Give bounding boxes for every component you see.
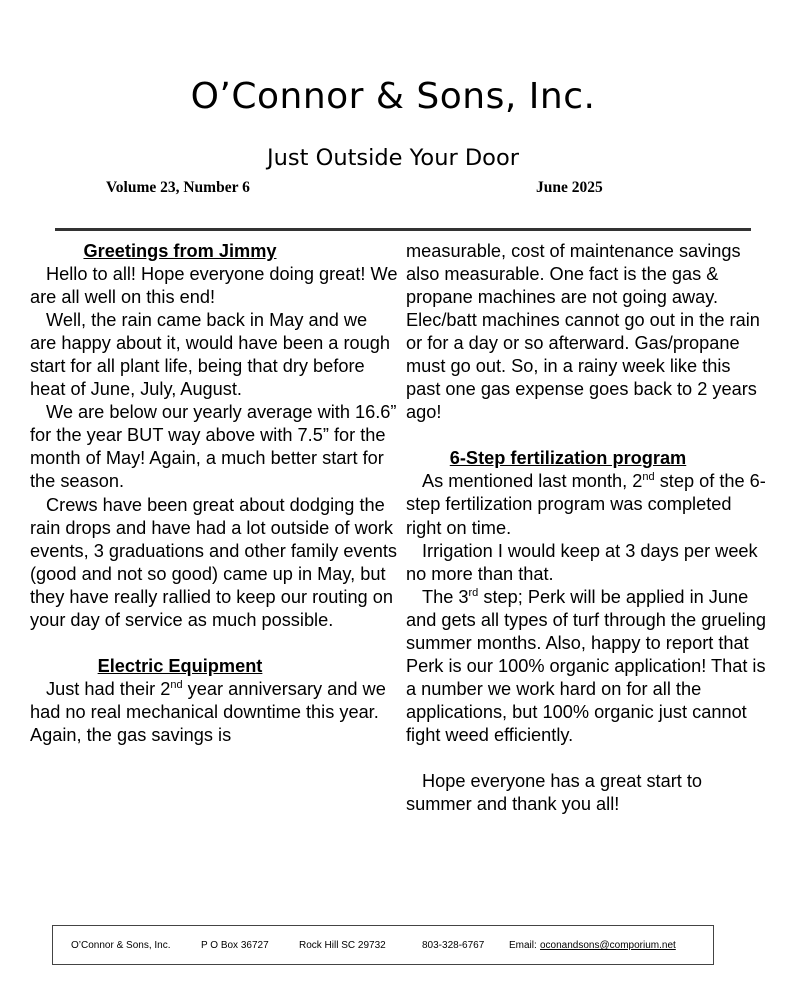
greetings-paragraph-1: Hello to all! Hope everyone doing great! We are all well on this end!: [30, 264, 398, 308]
fert-p3-start: The 3: [422, 586, 469, 607]
footer-contact-box: [52, 925, 714, 965]
volume-number: Volume 23, Number 6: [106, 179, 250, 196]
footer-po-box: P O Box 36727: [201, 940, 269, 951]
footer-phone: 803-328-6767: [422, 940, 485, 951]
spacer: [30, 632, 398, 655]
greetings-heading: Greetings from Jimmy: [83, 241, 277, 261]
spacer: [406, 747, 766, 770]
spacer: [406, 424, 766, 447]
electric-text-start: Just had their 2: [46, 678, 171, 699]
electric-equipment-heading: Electric Equipment: [97, 655, 263, 676]
greetings-paragraph-3: We are below our yearly average with 16.6” for the year BUT way above with 7.5” for the month of May! Again, a much better start for the season.: [30, 402, 397, 492]
electric-continued-paragraph: measurable, cost of maintenance savings also measurable. One fact is the gas & propane machines are not going away. Elec/batt machines cannot go out in the rain or for a day or so afterward. Gas/propane must go out. So, in a rainy week like this past one gas expense goes back to 2 years ago!: [406, 241, 760, 423]
left-column: [30, 240, 398, 747]
fertilization-paragraph-3: [406, 586, 766, 747]
fertilization-paragraph-2: Irrigation I would keep at 3 days per week no more than that.: [406, 540, 758, 584]
ordinal-suffix: rd: [468, 586, 479, 599]
fert-p1-end: step of the 6-step fertilization program was completed right on time.: [406, 471, 766, 538]
fertilization-paragraph-1: [406, 470, 766, 539]
ordinal-suffix: nd: [642, 471, 655, 484]
newsletter-subtitle: Just Outside Your Door: [267, 145, 519, 171]
issue-date: June 2025: [536, 179, 603, 196]
fert-p1-start: As mentioned last month, 2: [422, 471, 643, 492]
greetings-paragraph-2: Well, the rain came back in May and we are happy about it, would have been a rough start for all plant life, being that dry before heat of June, July, August.: [30, 310, 390, 400]
newsletter-title: O’Connor & Sons, Inc.: [190, 76, 596, 117]
ordinal-suffix: nd: [170, 678, 183, 691]
electric-text-end: year anniversary and we had no real mechanical downtime this year. Again, the gas savings is: [30, 678, 386, 745]
closing-paragraph: Hope everyone has a great start to summer and thank you all!: [406, 770, 703, 815]
header-divider: [55, 228, 751, 231]
footer-city: Rock Hill SC 29732: [299, 940, 386, 951]
greetings-paragraph-4: Crews have been great about dodging the rain drops and have had a lot outside of work events, 3 graduations and other family events (good and not so good) came up in May, but they have really rallied to keep our routing on your day of service as much possible.: [30, 494, 398, 630]
fert-p3-end: step; Perk will be applied in June and gets all types of turf through the grueling summer months. Also, happy to report that Perk is our 100% organic application! That is a number we work hard on for all the applications, but 100% organic just cannot fight weed efficiently.: [406, 586, 766, 745]
right-column: [406, 240, 766, 816]
fertilization-heading: 6-Step fertilization program: [449, 448, 687, 469]
electric-paragraph: [30, 678, 398, 747]
footer-email-link[interactable]: oconandsons@comporium.net: [540, 940, 676, 951]
footer-email-label: Email:: [509, 940, 537, 951]
footer-company: O’Connor & Sons, Inc.: [71, 940, 171, 951]
